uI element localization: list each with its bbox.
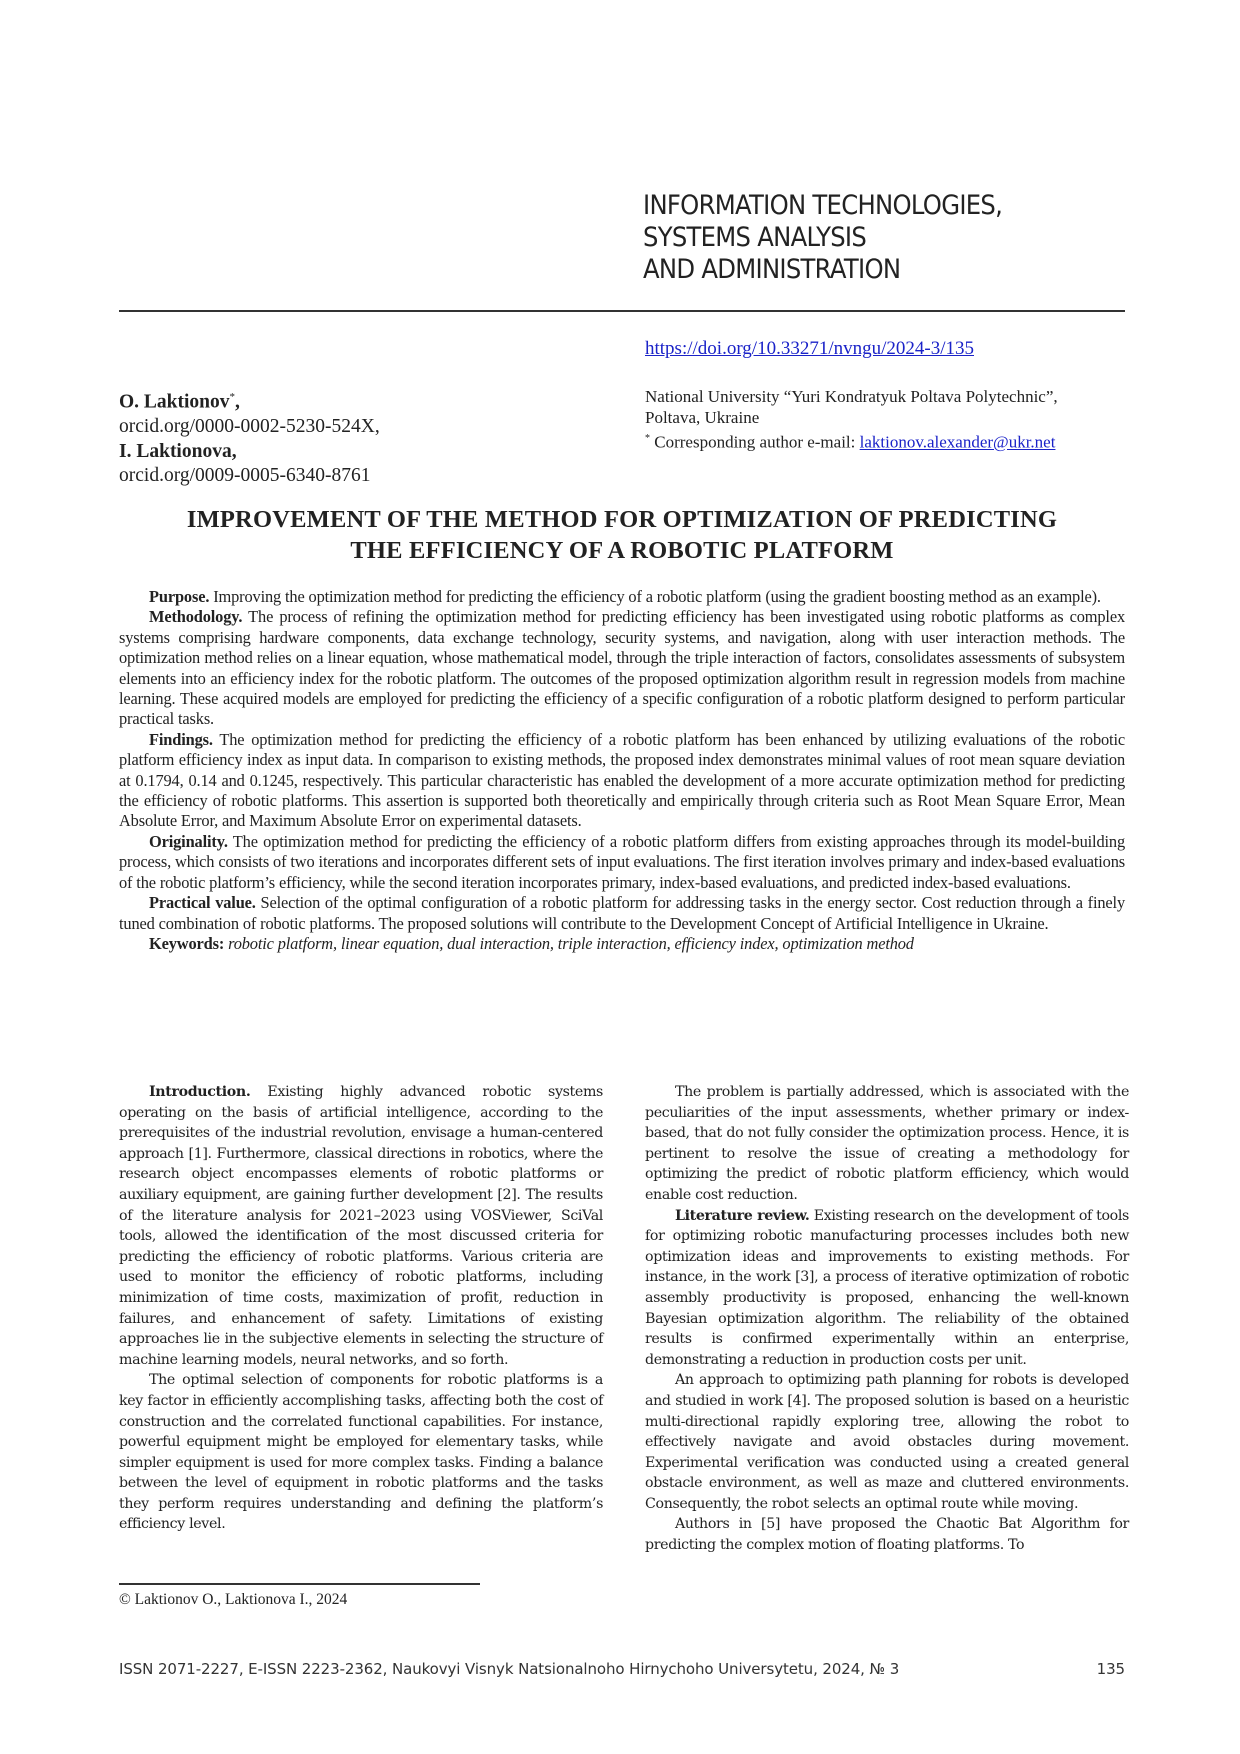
author-orcid[interactable]: orcid.org/0000-0002-5230-524X, — [119, 416, 380, 437]
abstract — [119, 587, 1125, 954]
author-name: I. Laktionova, — [119, 440, 237, 462]
corresponding-mark: * — [229, 391, 236, 403]
header-divider — [119, 310, 1125, 312]
abstract-keywords: Keywords: robotic platform, linear equation, dual interaction, triple interaction, efficiency index, optimization method — [149, 933, 914, 953]
abstract-findings: Findings. The optimization method for predicting the efficiency of a robotic platform has been enhanced by utilizing evaluations of the robotic platform efficiency index as input data. In comparison to existing methods, the proposed index demonstrates minimal values of root mean square deviation at 0.1794, 0.14 and 0.1245, respectively. This particular characteristic has enabled the development of a more accurate optimization method for predicting the efficiency of robotic platforms. This assertion is supported both theoretically and empirically through criteria such as Root Mean Square Error, Mean Absolute Error, and Maximum Absolute Error on experimental datasets. — [119, 729, 1125, 831]
email-link[interactable]: laktionov.alexander@ukr.net — [859, 432, 1056, 452]
affiliation-block — [645, 386, 1058, 453]
corresponding-mark: * — [645, 433, 650, 444]
title-line: IMPROVEMENT OF THE METHOD FOR OPTIMIZATION OF PREDICTING — [186, 506, 1058, 533]
abstract-practical-value: Practical value. Selection of the optimal configuration of a robotic platform for addressing tasks in the energy sector. Cost reduction through a finely tuned combination of robotic platforms. The proposed solutions will contribute to the Development Concept of Artificial Intelligence in Ukraine. — [119, 893, 1125, 933]
page-footer — [119, 1660, 1125, 1678]
paragraph: The problem is partially addressed, which is associated with the peculiarities of the input assessments, whether primary or index-based, that do not fully consider the optimization process. Hence, it is pertinent to resolve the issue of creating a methodology for optimizing the predict of robotic platform efficiency, which would enable cost reduction. — [645, 1084, 1129, 1203]
affiliation-city: Poltava, Ukraine — [645, 408, 760, 427]
article-title — [119, 504, 1125, 566]
author-orcid[interactable]: orcid.org/0009-0005-6340-8761 — [119, 465, 371, 486]
journal-section-heading — [643, 190, 1075, 286]
section-heading-line: INFORMATION TECHNOLOGIES, — [643, 190, 1003, 221]
copyright-footnote: © Laktionov O., Laktionova I., 2024 — [119, 1591, 348, 1608]
section-heading-line: AND ADMINISTRATION — [643, 254, 901, 285]
journal-citation: ISSN 2071-2227, E-ISSN 2223-2362, Naukovyi Visnyk Natsionalnoho Hirnychoho Universytetu, 2024, № 3 — [119, 1660, 900, 1678]
paragraph: An approach to optimizing path planning for robots is developed and studied in work [4]. The proposed solution is based on a heuristic multi-directional rapidly exploring tree, allowing the robot to effectively navigate and avoid obstacles during movement. Experimental verification was conducted using a created general obstacle environment, as well as maze and cluttered environments. Consequently, the robot selects an optimal route while moving. — [645, 1372, 1129, 1512]
abstract-methodology: Methodology. The process of refining the optimization method for predicting efficiency has been investigated using robotic platforms as complex systems comprising hardware components, data exchange technology, security systems, and navigation, along with user interaction methods. The optimization method relies on a linear equation, whose mathematical model, through the triple interaction of factors, consolidates assessments of subsystem elements into an efficiency index for the robotic platform. The outcomes of the proposed optimization algorithm result in regression models from machine learning. These acquired models are employed for predicting the efficiency of a specific configuration of a robotic platform designed to perform particular practical tasks. — [119, 607, 1125, 729]
paragraph: The optimal selection of components for robotic platforms is a key factor in efficiently accomplishing tasks, affecting both the cost of construction and the correlated functional capabilities. For instance, powerful equipment might be employed for elementary tasks, while simpler equipment is used for more complex tasks. Finding a balance between the level of equipment in robotic platforms and the tasks they perform requires understanding and defining the platform’s efficiency level. — [119, 1372, 603, 1533]
abstract-originality: Originality. The optimization method for predicting the efficiency of a robotic platform differs from existing approaches through its model-building process, which consists of two iterations and incorporates different sets of input evaluations. The first iteration involves primary and index-based evaluations of the robotic platform’s efficiency, while the second iteration incorporates primary, index-based evaluations, and predicted index-based evaluations. — [119, 831, 1125, 892]
corresponding-label: Corresponding author e-mail: — [650, 432, 860, 452]
section-heading-line: SYSTEMS ANALYSIS — [643, 222, 867, 253]
author-block: O. Laktionov*, orcid.org/0000-0002-5230-524X, I. Laktionova, orcid.org/0009-0005-6340-8761 — [119, 385, 380, 489]
doi-link[interactable]: https://doi.org/10.33271/nvngu/2024-3/135 — [645, 338, 974, 359]
paragraph: Introduction. Existing highly advanced robotic systems operating on the basis of artificial intelligence, according to the prerequisites of the industrial revolution, envisage a human-centered approach [1]. Furthermore, classical directions in robotics, where the research object encompasses elements of robotic platforms or auxiliary equipment, are gaining further development [2]. The results of the literature analysis for 2021–2023 using VOSViewer, SciVal tools, allowed the identification of the most discussed criteria for predicting the efficiency of robotic platforms. Various criteria are used to monitor the efficiency of robotic platforms, including minimization of time costs, maximization of profit, reduction in failures, and enhancement of safety. Limitations of existing approaches lie in the subjective elements in selecting the structure of machine learning models, neural networks, and so forth. — [119, 1084, 603, 1368]
paragraph: Literature review. Existing research on the development of tools for optimizing robotic manufacturing processes includes both new optimization ideas and improvements to existing methods. For instance, in the work [3], a process of iterative optimization of robotic assembly productivity is proposed, enhancing the well-known Bayesian optimization algorithm. The reliability of the obtained results is confirmed experimentally within an enterprise, demonstrating a reduction in production costs per unit. — [645, 1207, 1129, 1368]
paragraph: Authors in [5] have proposed the Chaotic Bat Algorithm for predicting the complex motion of floating platforms. To — [645, 1516, 1129, 1554]
affiliation-line: National University “Yuri Kondratyuk Poltava Polytechnic”, — [645, 387, 1058, 406]
abstract-purpose: Purpose. Improving the optimization method for predicting the efficiency of a robotic platform (using the gradient boosting method as an example). — [149, 587, 1101, 606]
body-column-left — [119, 1082, 603, 1535]
footnote-divider — [119, 1583, 480, 1585]
body-column-right — [645, 1082, 1129, 1556]
page-number: 135 — [1096, 1660, 1125, 1678]
title-line: THE EFFICIENCY OF A ROBOTIC PLATFORM — [350, 537, 894, 564]
author-name: O. Laktionov — [119, 391, 230, 413]
